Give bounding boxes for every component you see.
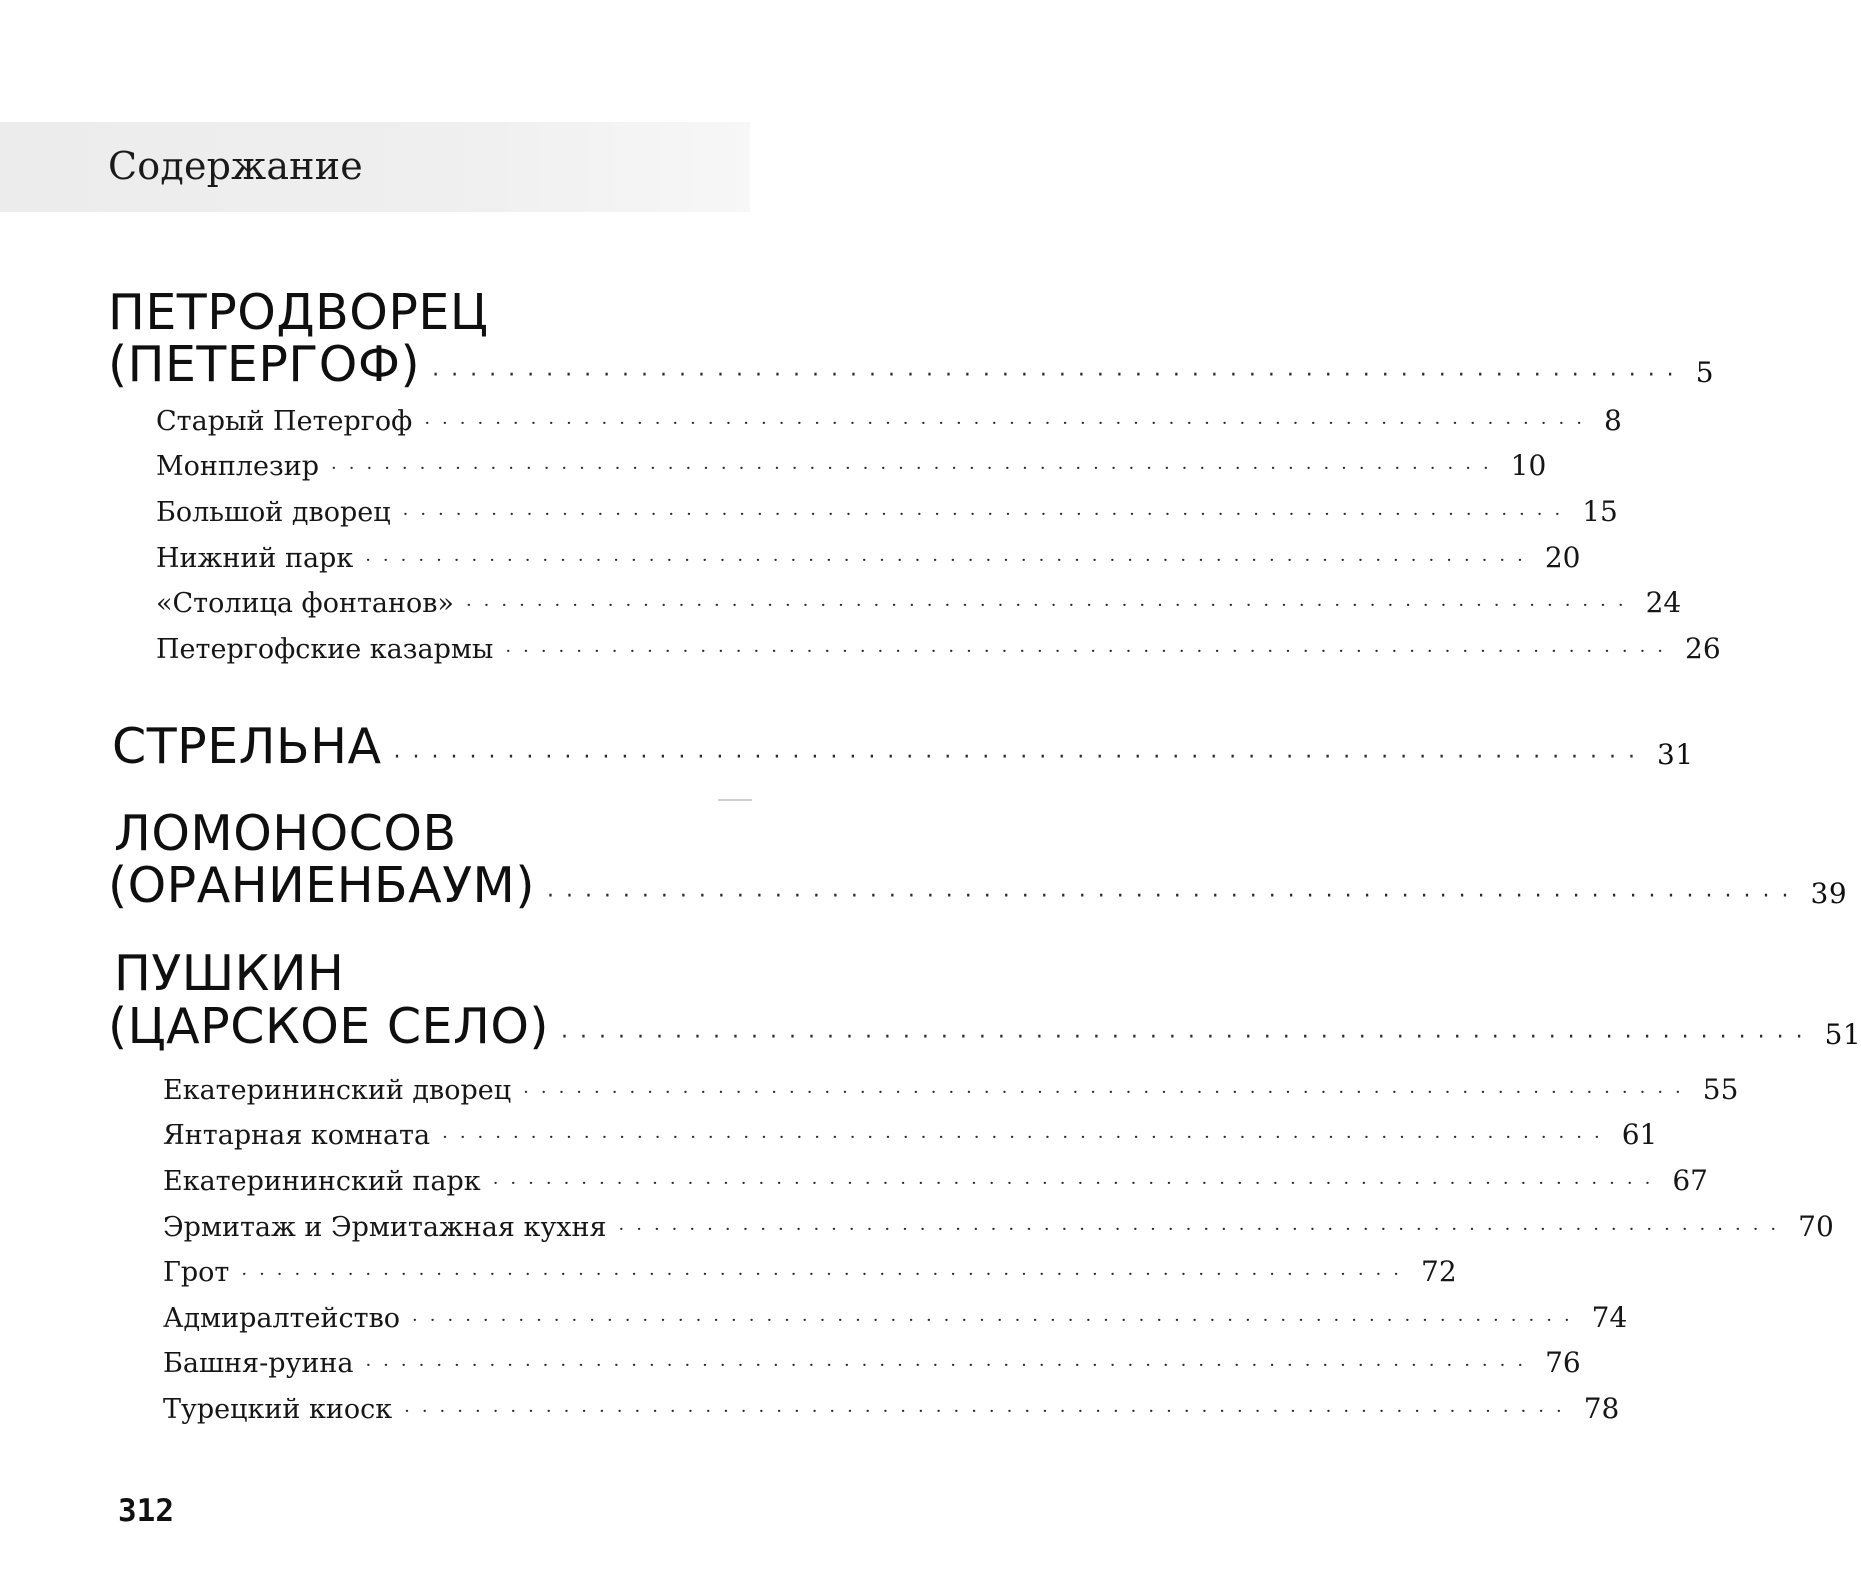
page-number: 74 [1591, 1301, 1628, 1334]
leader-dots: ·································································· [365, 550, 1535, 571]
leader-dots: ·································································· [523, 1082, 1693, 1103]
section-petrodvorets-title-line2: (ПЕТЕРГОФ) [108, 336, 421, 393]
toc-entry-petrodvorets[interactable] [108, 336, 1715, 393]
page-number: 10 [1510, 449, 1547, 482]
page-number: 20 [1544, 541, 1581, 574]
entry-label: Грот [163, 1257, 230, 1288]
toc-entry-subsection[interactable] [156, 404, 1622, 437]
page-number: 5 [1695, 356, 1715, 389]
page-number: 76 [1545, 1346, 1581, 1379]
leader-dots: ·································································· [432, 362, 1686, 388]
toc-entry-subsection[interactable] [163, 1073, 1739, 1106]
entry-label: Петергофские казармы [156, 634, 494, 665]
toc-entry-subsection[interactable] [156, 495, 1618, 528]
section-petrodvorets-title-line1: ПЕТРОДВОРЕЦ [108, 284, 489, 341]
leader-dots: ·································································· [561, 1024, 1815, 1050]
page-number: 72 [1421, 1255, 1457, 1288]
entry-label: Нижний парк [156, 543, 354, 574]
toc-entry-subsection[interactable] [163, 1392, 1620, 1425]
entry-label: «Столица фонтанов» [156, 588, 454, 619]
leader-dots: ·································································· [412, 1310, 1582, 1331]
entry-label: Адмиралтейство [163, 1303, 401, 1334]
page-number: 26 [1685, 632, 1721, 665]
leader-dots: ·································································· [465, 595, 1636, 616]
page-number: 78 [1583, 1392, 1620, 1425]
toc-entry-subsection[interactable] [163, 1118, 1658, 1151]
leader-dots: ·································································· [241, 1264, 1411, 1285]
toc-entry-subsection[interactable] [156, 632, 1721, 665]
toc-entry-subsection[interactable] [156, 586, 1682, 619]
entry-label: Старый Петергоф [156, 406, 413, 437]
entry-label: Монплезир [156, 451, 320, 482]
toc-entry-subsection[interactable] [163, 1301, 1628, 1334]
page-number: 70 [1798, 1210, 1834, 1243]
section-lomonosov-title-line1: ЛОМОНОСОВ [114, 805, 457, 862]
toc-entry-subsection[interactable] [156, 449, 1547, 482]
section-strelna-title: СТРЕЛЬНА [112, 718, 382, 775]
leader-dots: ·································································· [393, 744, 1648, 770]
leader-dots: ·································································· [442, 1127, 1612, 1148]
toc-entry-pushkin[interactable] [108, 998, 1861, 1055]
leader-dots: ·································································· [424, 413, 1594, 434]
leader-dots: ·································································· [618, 1219, 1789, 1240]
entry-label: Башня-руина [163, 1348, 354, 1379]
toc-entry-subsection[interactable] [163, 1164, 1708, 1197]
page-number: 61 [1621, 1118, 1658, 1151]
scan-mark [718, 799, 752, 801]
toc-entry-subsection[interactable] [156, 541, 1581, 574]
page-number: 67 [1672, 1164, 1708, 1197]
section-pushkin-title-line1: ПУШКИН [114, 945, 345, 1002]
entry-label: Турецкий киоск [163, 1394, 393, 1425]
page-number: 51 [1824, 1018, 1861, 1051]
entry-label: Янтарная комната [163, 1120, 431, 1151]
page-number: 31 [1657, 738, 1694, 771]
leader-dots: ·································································· [404, 1401, 1574, 1422]
entry-label: Екатерининский дворец [163, 1075, 512, 1106]
toc-entry-lomonosov[interactable] [108, 857, 1848, 914]
entry-label: Екатерининский парк [163, 1166, 481, 1197]
entry-label: Эрмитаж и Эрмитажная кухня [163, 1212, 607, 1243]
section-pushkin-title-line2: (ЦАРСКОЕ СЕЛО) [108, 998, 550, 1055]
page-number: 55 [1702, 1073, 1739, 1106]
toc-entry-subsection[interactable] [163, 1210, 1834, 1243]
entry-label: Большой дворец [156, 497, 391, 528]
leader-dots: ·································································· [402, 504, 1573, 525]
leader-dots: ·································································· [505, 641, 1676, 662]
leader-dots: ·································································· [492, 1173, 1663, 1194]
folio-page-number: 312 [118, 1493, 174, 1529]
page-number: 39 [1810, 877, 1848, 910]
section-lomonosov-title-line2: (ОРАНИЕНБАУМ) [108, 857, 535, 914]
page-title: Содержание [108, 144, 363, 188]
toc-entry-subsection[interactable] [163, 1346, 1581, 1379]
toc-entry-strelna[interactable] [112, 718, 1694, 775]
page-number: 24 [1645, 586, 1682, 619]
leader-dots: ·································································· [365, 1355, 1536, 1376]
toc-entry-subsection[interactable] [163, 1255, 1457, 1288]
leader-dots: ·································································· [331, 458, 1501, 479]
page-number: 15 [1582, 495, 1618, 528]
leader-dots: ·································································· [546, 883, 1801, 909]
page-number: 8 [1603, 404, 1622, 437]
